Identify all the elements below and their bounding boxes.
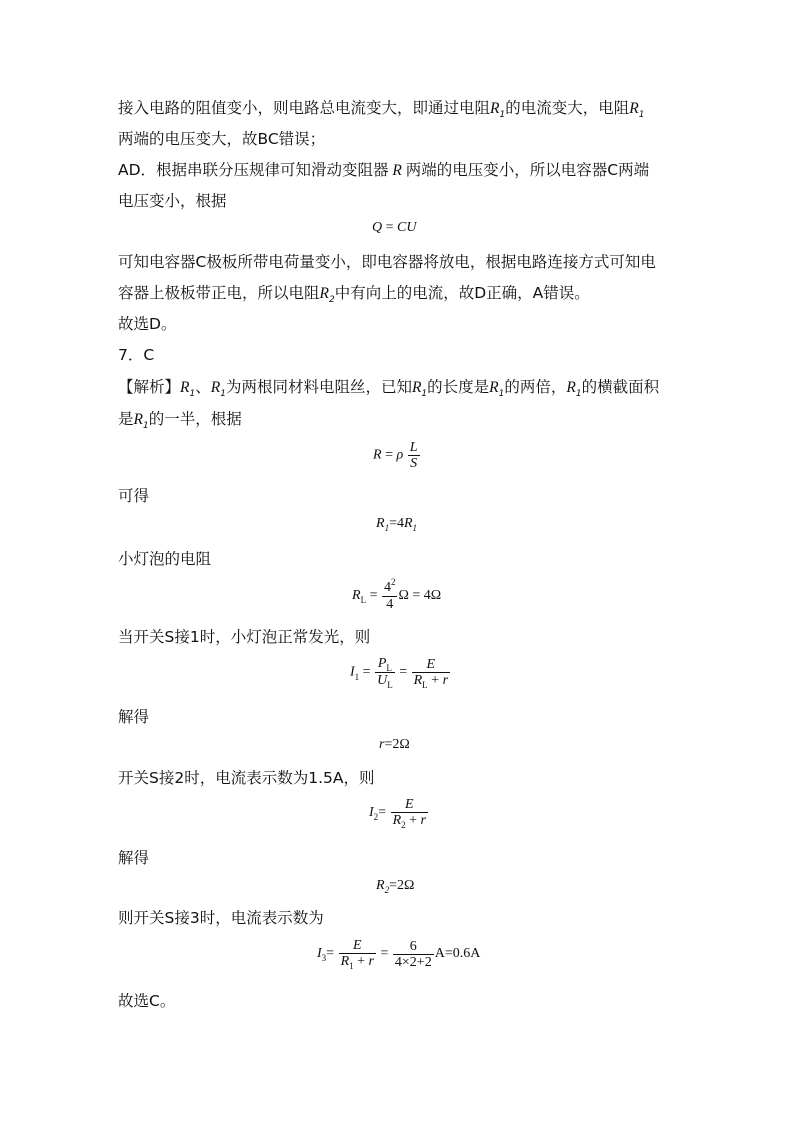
text-segment: 的两倍， <box>504 378 567 396</box>
text-segment: AD．根据串联分压规律可知滑动变阻器 <box>118 161 389 179</box>
text-jiede-1: 解得 <box>118 708 150 726</box>
equation-i3: $I_3=$ $\frac{E}{R_1 + r}$ = $\frac{6}{4\times 2+2}$ A=0.6A <box>317 938 481 971</box>
analysis-tag: 【解析】 <box>118 378 181 396</box>
text-segment: 的一半，根据 <box>148 410 242 428</box>
text-jiede-2: 解得 <box>118 849 150 867</box>
text-line-7: 故选D。 <box>118 315 177 333</box>
equation-resistivity: R = ρ $\frac{L}{S}$ <box>373 440 418 471</box>
answer-label: 7．C <box>118 346 155 364</box>
text-kede-1: 可得 <box>118 487 150 505</box>
equation-r2-value: $R_2=2\Omega$ <box>376 878 415 895</box>
text-segment: 是 <box>118 410 134 428</box>
text-switch-1: 当开关S接1时，小灯泡正常发光，则 <box>118 628 371 646</box>
equation-rl: $R_L$ = $\frac{4^2}{4}$ Ω = 4Ω <box>352 577 442 612</box>
text-segment: 两端的电压变小，所以电容器C两端 <box>405 161 650 179</box>
equation-r1-4r1: $R_1=4R_1$ <box>376 516 418 533</box>
equation-q-cu: Q = CU <box>372 220 417 235</box>
text-segment: 接入电路的阻值变小，则电路总电流变大，即通过电阻 <box>118 99 491 117</box>
text-line-5: 可知电容器C极板所带电荷量变小，即电容器将放电，根据电路连接方式可知电 <box>118 253 656 271</box>
equation-i2: $I_2=$ $\frac{E}{R_2 + r}$ <box>369 797 426 830</box>
analysis-line-1: 【解析】$R_1$、$R_1$为两根同材料电阻丝，已知$R_1$的长度是$R_1$的两倍，$R_1$的横截面积 <box>118 378 660 399</box>
text-line-6: 容器上极板带正电，所以电阻$R_2$中有向上的电流，故D正确，A错误。 <box>118 284 590 305</box>
text-line-1: 接入电路的阻值变小，则电路总电流变大，即通过电阻$R_1$的电流变大，电阻$R_1$ <box>118 99 645 120</box>
text-segment: 的横截面积 <box>581 378 660 396</box>
text-switch-3: 则开关S接3时，电流表示数为 <box>118 909 324 927</box>
text-final-answer: 故选C。 <box>118 992 176 1010</box>
analysis-line-2: 是$R_1$的一半，根据 <box>118 410 242 431</box>
text-segment: 的电流变大，电阻 <box>505 99 630 117</box>
text-segment: 为两根同材料电阻丝，已知 <box>225 378 412 396</box>
text-switch-2: 开关S接2时，电流表示数为1.5A，则 <box>118 769 375 787</box>
equation-r-value: r=2Ω <box>379 737 410 752</box>
text-segment: 的长度是 <box>427 378 490 396</box>
text-segment: 、 <box>195 378 211 396</box>
text-bulb: 小灯泡的电阻 <box>118 550 212 568</box>
equation-i1: $I_1$ = $\frac{P_L}{U_L}$ = $\frac{E}{R_L + r}$ <box>350 656 449 690</box>
text-line-3: AD．根据串联分压规律可知滑动变阻器 R 两端的电压变小，所以电容器C两端 <box>118 161 650 179</box>
text-line-4: 电压变小，根据 <box>118 192 227 210</box>
text-line-2: 两端的电压变大，故BC错误； <box>118 130 326 148</box>
text-segment: 容器上极板带正电，所以电阻 <box>118 284 320 302</box>
text-segment: 中有向上的电流，故D正确，A错误。 <box>334 284 590 302</box>
